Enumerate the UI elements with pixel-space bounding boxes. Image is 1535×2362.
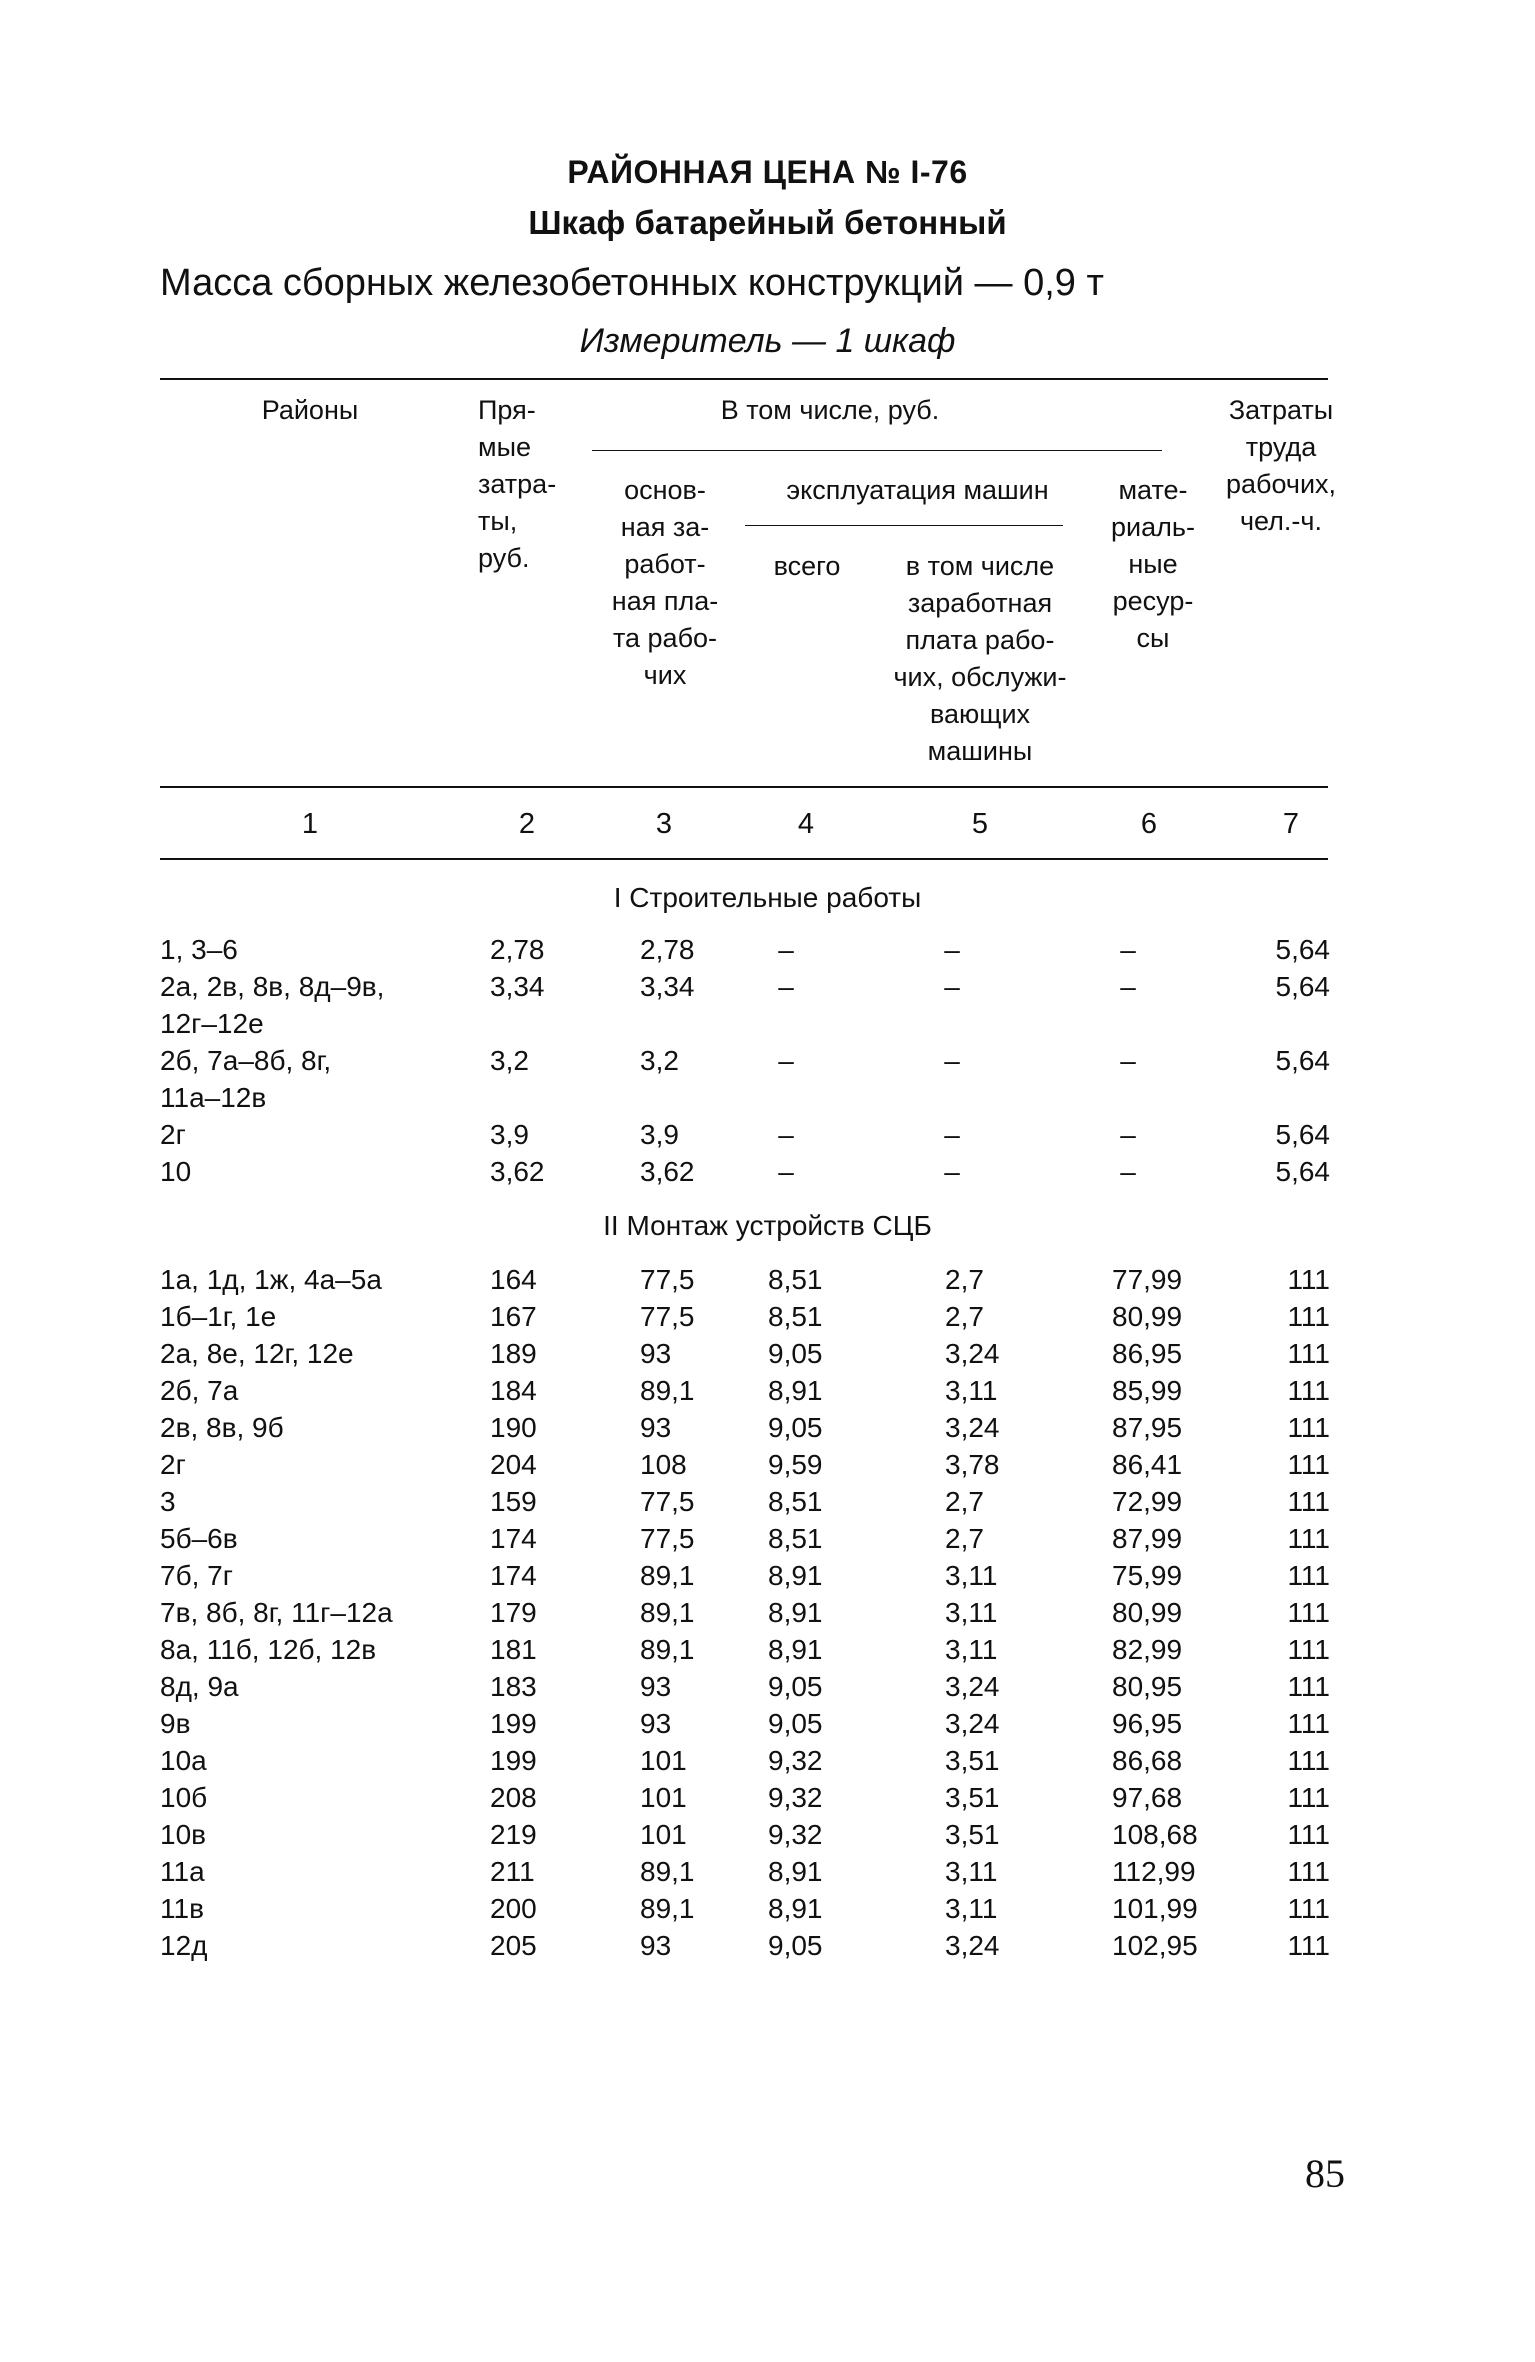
labor-cell: 111 xyxy=(1287,1486,1330,1517)
district-cell: 2б, 7а–8б, 8г, xyxy=(160,1045,332,1076)
machines-wages-cell: – xyxy=(944,971,960,1002)
wages-cell: 101 xyxy=(640,1782,687,1813)
machines-total-cell: 8,91 xyxy=(768,1634,823,1665)
table-row xyxy=(0,1782,1535,1819)
labor-cell: 111 xyxy=(1287,1560,1330,1591)
materials-cell: 112,99 xyxy=(1112,1856,1196,1887)
district-cell: 2г xyxy=(160,1119,186,1150)
header-line: основ- xyxy=(624,475,706,505)
header-line: заработная xyxy=(907,588,1053,618)
wages-cell: 89,1 xyxy=(640,1597,695,1628)
district-cell: 5б–6в xyxy=(160,1523,238,1554)
labor-cell: 111 xyxy=(1287,1782,1330,1813)
header-line: ная пла- xyxy=(611,586,719,616)
header-line: сы xyxy=(1136,623,1170,653)
district-cell: 12д xyxy=(160,1930,208,1961)
materials-cell: 80,99 xyxy=(1112,1301,1183,1332)
wages-cell: 3,34 xyxy=(640,971,695,1002)
materials-cell: 80,95 xyxy=(1112,1671,1183,1702)
direct-cost-cell: 159 xyxy=(490,1486,537,1517)
labor-cell: 111 xyxy=(1287,1671,1330,1702)
direct-cost-cell: 208 xyxy=(490,1782,537,1813)
direct-cost-cell: 174 xyxy=(490,1523,537,1554)
table-top-rule xyxy=(160,378,1328,380)
header-col6 xyxy=(1098,472,1208,657)
wages-cell: 93 xyxy=(640,1708,672,1739)
direct-cost-cell: 184 xyxy=(490,1375,537,1406)
machines-wages-cell: 3,78 xyxy=(945,1449,1000,1480)
machines-wages-cell: 3,11 xyxy=(945,1560,998,1591)
table-row xyxy=(0,1486,1535,1523)
machines-wages-cell: 2,7 xyxy=(945,1486,984,1517)
table-row xyxy=(0,1856,1535,1893)
unit-line: Измеритель — 1 шкаф xyxy=(579,322,956,360)
header-group-label: В том числе, руб. xyxy=(720,395,940,425)
labor-cell: 111 xyxy=(1287,1301,1330,1332)
header-line: ресур- xyxy=(1112,586,1194,616)
district-cell: 10б xyxy=(160,1782,208,1813)
district-cell: 8д, 9а xyxy=(160,1671,239,1702)
table-row xyxy=(0,1045,1535,1082)
machines-total-cell: 9,32 xyxy=(768,1745,823,1776)
header-line: ная за- xyxy=(620,512,710,542)
district-cell: 11а xyxy=(160,1856,205,1887)
labor-cell: 111 xyxy=(1287,1449,1330,1480)
machines-wages-cell: 3,11 xyxy=(945,1893,998,1924)
direct-cost-cell: 164 xyxy=(490,1264,537,1295)
wages-cell: 89,1 xyxy=(640,1893,695,1924)
direct-cost-cell: 183 xyxy=(490,1671,537,1702)
direct-cost-cell: 3,62 xyxy=(490,1156,545,1187)
header-line: чих xyxy=(643,660,687,690)
table-row xyxy=(0,1338,1535,1375)
table-row xyxy=(0,1671,1535,1708)
wages-cell: 77,5 xyxy=(640,1301,695,1332)
labor-cell: 111 xyxy=(1287,1634,1330,1665)
machines-total-cell: 8,91 xyxy=(768,1856,823,1887)
machines-wages-cell: 3,51 xyxy=(945,1782,1000,1813)
materials-cell: 80,99 xyxy=(1112,1597,1183,1628)
labor-cell: 111 xyxy=(1287,1856,1330,1887)
district-cell: 10в xyxy=(160,1819,207,1850)
wages-cell: 3,62 xyxy=(640,1156,695,1187)
table-row xyxy=(0,1264,1535,1301)
materials-cell: 101,99 xyxy=(1112,1893,1198,1924)
labor-cell: 5,64 xyxy=(1275,934,1330,965)
machines-wages-cell: – xyxy=(944,1119,960,1150)
district-cell: 9в xyxy=(160,1708,191,1739)
machines-total-cell: 9,32 xyxy=(768,1782,823,1813)
labor-cell: 111 xyxy=(1287,1264,1330,1295)
direct-cost-cell: 3,34 xyxy=(490,971,545,1002)
machines-wages-cell: 3,51 xyxy=(945,1745,1000,1776)
materials-cell: 82,99 xyxy=(1112,1634,1183,1665)
header-line: мате- xyxy=(1118,475,1188,505)
labor-cell: 111 xyxy=(1287,1819,1330,1850)
district-cell: 1а, 1д, 1ж, 4а–5а xyxy=(160,1264,382,1295)
materials-cell: 86,41 xyxy=(1112,1449,1183,1480)
materials-cell: 102,95 xyxy=(1112,1930,1198,1961)
header-line: ные xyxy=(1128,549,1178,579)
table-row xyxy=(0,1449,1535,1486)
direct-cost-cell: 199 xyxy=(490,1745,537,1776)
header-line: машины xyxy=(927,736,1033,766)
header-col7 xyxy=(1212,392,1350,540)
district-cell: 1, 3–6 xyxy=(160,934,238,965)
machines-total-cell: – xyxy=(778,1045,794,1076)
table-row xyxy=(0,1156,1535,1193)
machines-total-cell: – xyxy=(778,934,794,965)
labor-cell: 111 xyxy=(1287,1597,1330,1628)
machines-total-cell: 8,51 xyxy=(768,1301,823,1332)
district-cell: 10а xyxy=(160,1745,207,1776)
header-line: рабочих, xyxy=(1225,469,1337,499)
page-title: РАЙОННАЯ ЦЕНА № І-76 xyxy=(567,154,968,190)
machines-total-cell: 8,91 xyxy=(768,1560,823,1591)
machines-total-cell: 9,05 xyxy=(768,1708,823,1739)
machines-total-cell: 8,91 xyxy=(768,1375,823,1406)
header-line: риаль- xyxy=(1111,512,1195,542)
materials-cell: 85,99 xyxy=(1112,1375,1183,1406)
table-row xyxy=(0,1708,1535,1745)
wages-cell: 77,5 xyxy=(640,1264,695,1295)
wages-cell: 93 xyxy=(640,1930,672,1961)
direct-cost-cell: 167 xyxy=(490,1301,537,1332)
table-row xyxy=(0,1745,1535,1782)
section-title-construction: I Строительные работы xyxy=(613,882,922,913)
table-row xyxy=(0,1597,1535,1634)
table-row xyxy=(0,1082,1535,1119)
labor-cell: 111 xyxy=(1287,1375,1330,1406)
machines-total-cell: 9,59 xyxy=(768,1449,823,1480)
materials-cell: – xyxy=(1120,971,1136,1002)
labor-cell: 111 xyxy=(1287,1412,1330,1443)
page-number: 85 xyxy=(1305,2151,1345,2196)
direct-cost-cell: 200 xyxy=(490,1893,537,1924)
machines-wages-cell: 3,51 xyxy=(945,1819,1000,1850)
header-line: мые xyxy=(478,432,531,462)
machines-wages-cell: 2,7 xyxy=(945,1523,984,1554)
labor-cell: 5,64 xyxy=(1275,971,1330,1002)
colnum-1: 1 xyxy=(301,808,319,840)
direct-cost-cell: 3,9 xyxy=(490,1119,529,1150)
wages-cell: 77,5 xyxy=(640,1523,695,1554)
header-line: чел.-ч. xyxy=(1239,506,1322,536)
table-row xyxy=(0,1008,1535,1045)
wages-cell: 93 xyxy=(640,1338,672,1369)
labor-cell: 5,64 xyxy=(1275,1045,1330,1076)
direct-cost-cell: 179 xyxy=(490,1597,537,1628)
header-machines-label: эксплуатация машин xyxy=(786,475,1049,505)
machines-wages-cell: 3,24 xyxy=(945,1338,1000,1369)
machines-total-cell: 8,51 xyxy=(768,1523,823,1554)
direct-cost-cell: 181 xyxy=(490,1634,537,1665)
table-row xyxy=(0,1893,1535,1930)
table-row xyxy=(0,1930,1535,1967)
machines-total-cell: – xyxy=(778,1156,794,1187)
wages-cell: 89,1 xyxy=(640,1856,695,1887)
district-cell: 1б–1г, 1е xyxy=(160,1301,277,1332)
wages-cell: 89,1 xyxy=(640,1375,695,1406)
materials-cell: 86,95 xyxy=(1112,1338,1183,1369)
colnum-2: 2 xyxy=(518,808,536,840)
wages-cell: 77,5 xyxy=(640,1486,695,1517)
table-row xyxy=(0,971,1535,1008)
direct-cost-cell: 3,2 xyxy=(490,1045,529,1076)
materials-cell: 72,99 xyxy=(1112,1486,1183,1517)
machines-total-cell: 9,05 xyxy=(768,1338,823,1369)
direct-cost-cell: 190 xyxy=(490,1412,537,1443)
district-cell: 2в, 8в, 9б xyxy=(160,1412,284,1443)
header-line: работ- xyxy=(624,549,706,579)
header-col2 xyxy=(478,392,578,577)
materials-cell: – xyxy=(1120,934,1136,965)
wages-cell: 93 xyxy=(640,1412,672,1443)
page-subtitle: Шкаф батарейный бетонный xyxy=(528,204,1007,241)
wages-cell: 3,2 xyxy=(640,1045,679,1076)
district-cell: 7в, 8б, 8г, 11г–12а xyxy=(160,1597,393,1628)
header-line: Пря- xyxy=(478,395,536,425)
direct-cost-cell: 204 xyxy=(490,1449,537,1480)
district-cell: 3 xyxy=(160,1486,176,1517)
machines-wages-cell: 3,11 xyxy=(945,1634,998,1665)
table-row xyxy=(0,1119,1535,1156)
wages-cell: 108 xyxy=(640,1449,687,1480)
header-line: та рабо- xyxy=(612,623,718,653)
machines-wages-cell: 3,11 xyxy=(945,1597,998,1628)
labor-cell: 111 xyxy=(1287,1930,1330,1961)
header-col5 xyxy=(875,548,1085,770)
machines-total-cell: 8,91 xyxy=(768,1893,823,1924)
machines-total-cell: 9,05 xyxy=(768,1412,823,1443)
labor-cell: 111 xyxy=(1287,1745,1330,1776)
district-cell: 2а, 2в, 8в, 8д–9в, xyxy=(160,971,385,1002)
direct-cost-cell: 199 xyxy=(490,1708,537,1739)
materials-cell: 77,99 xyxy=(1112,1264,1183,1295)
district-cell: 11а–12в xyxy=(160,1082,267,1113)
materials-cell: – xyxy=(1120,1045,1136,1076)
machines-wages-cell: 3,24 xyxy=(945,1412,1000,1443)
machines-wages-cell: 2,7 xyxy=(945,1264,984,1295)
colnum-4: 4 xyxy=(797,808,815,840)
machines-wages-cell: 3,24 xyxy=(945,1708,1000,1739)
table-row xyxy=(0,1634,1535,1671)
header-line: чих, обслужи- xyxy=(893,662,1067,692)
table-row xyxy=(0,1301,1535,1338)
wages-cell: 93 xyxy=(640,1671,672,1702)
district-cell: 11в xyxy=(160,1893,204,1924)
materials-cell: – xyxy=(1120,1119,1136,1150)
machines-wages-cell: 3,11 xyxy=(945,1856,998,1887)
mass-line: Масса сборных железобетонных конструкций — 0,9 т xyxy=(160,262,1104,304)
district-cell: 8а, 11б, 12б, 12в xyxy=(160,1634,377,1665)
machines-wages-cell: 2,7 xyxy=(945,1301,984,1332)
district-cell: 2б, 7а xyxy=(160,1375,239,1406)
machines-total-cell: 9,05 xyxy=(768,1671,823,1702)
labor-cell: 111 xyxy=(1287,1708,1330,1739)
direct-cost-cell: 2,78 xyxy=(490,934,545,965)
materials-cell: 108,68 xyxy=(1112,1819,1198,1850)
wages-cell: 101 xyxy=(640,1745,687,1776)
district-cell: 7б, 7г xyxy=(160,1560,233,1591)
wages-cell: 2,78 xyxy=(640,934,695,965)
machines-total-cell: 9,32 xyxy=(768,1819,823,1850)
table-row xyxy=(0,1375,1535,1412)
labor-cell: 5,64 xyxy=(1275,1156,1330,1187)
header-col3 xyxy=(590,472,740,694)
district-cell: 12г–12е xyxy=(160,1008,264,1039)
header-group-rule xyxy=(592,450,1162,451)
colnum-3: 3 xyxy=(655,808,673,840)
direct-cost-cell: 205 xyxy=(490,1930,537,1961)
district-cell: 10 xyxy=(160,1156,192,1187)
machines-wages-cell: – xyxy=(944,1156,960,1187)
header-col1: Районы xyxy=(261,395,359,425)
labor-cell: 111 xyxy=(1287,1523,1330,1554)
materials-cell: 86,68 xyxy=(1112,1745,1183,1776)
machines-total-cell: – xyxy=(778,971,794,1002)
header-line: плата рабо- xyxy=(905,625,1055,655)
header-machines-rule xyxy=(745,525,1063,526)
header-bottom-rule xyxy=(160,786,1328,788)
machines-total-cell: 9,05 xyxy=(768,1930,823,1961)
direct-cost-cell: 189 xyxy=(490,1338,537,1369)
table-row xyxy=(0,1412,1535,1449)
wages-cell: 3,9 xyxy=(640,1119,679,1150)
machines-total-cell: 8,51 xyxy=(768,1486,823,1517)
materials-cell: – xyxy=(1120,1156,1136,1187)
machines-wages-cell: 3,11 xyxy=(945,1375,998,1406)
materials-cell: 96,95 xyxy=(1112,1708,1183,1739)
labor-cell: 5,64 xyxy=(1275,1119,1330,1150)
colnum-7: 7 xyxy=(1282,808,1300,840)
labor-cell: 111 xyxy=(1287,1893,1330,1924)
direct-cost-cell: 211 xyxy=(490,1856,535,1887)
section-title-installation: II Монтаж устройств СЦБ xyxy=(603,1210,932,1241)
district-cell: 2г xyxy=(160,1449,186,1480)
direct-cost-cell: 219 xyxy=(490,1819,537,1850)
labor-cell: 111 xyxy=(1287,1338,1330,1369)
machines-wages-cell: – xyxy=(944,1045,960,1076)
direct-cost-cell: 174 xyxy=(490,1560,537,1591)
header-line: руб. xyxy=(478,543,530,573)
machines-total-cell: – xyxy=(778,1119,794,1150)
wages-cell: 101 xyxy=(640,1819,687,1850)
header-line: труда xyxy=(1245,432,1317,462)
wages-cell: 89,1 xyxy=(640,1560,695,1591)
header-line: в том числе xyxy=(905,551,1055,581)
header-line: затра- xyxy=(478,469,557,499)
materials-cell: 87,99 xyxy=(1112,1523,1183,1554)
colnum-bottom-rule xyxy=(160,858,1328,860)
machines-wages-cell: 3,24 xyxy=(945,1671,1000,1702)
table-row xyxy=(0,1560,1535,1597)
machines-wages-cell: 3,24 xyxy=(945,1930,1000,1961)
header-line: вающих xyxy=(929,699,1031,729)
materials-cell: 97,68 xyxy=(1112,1782,1183,1813)
colnum-6: 6 xyxy=(1140,808,1158,840)
table-row xyxy=(0,934,1535,971)
district-cell: 2а, 8е, 12г, 12е xyxy=(160,1338,354,1369)
table-row xyxy=(0,1819,1535,1856)
machines-total-cell: 8,51 xyxy=(768,1264,823,1295)
wages-cell: 89,1 xyxy=(640,1634,695,1665)
header-line: ты, xyxy=(478,506,518,536)
colnum-5: 5 xyxy=(971,808,989,840)
header-line: Затраты xyxy=(1228,395,1334,425)
table-row xyxy=(0,1523,1535,1560)
materials-cell: 87,95 xyxy=(1112,1412,1183,1443)
materials-cell: 75,99 xyxy=(1112,1560,1183,1591)
machines-wages-cell: – xyxy=(944,934,960,965)
header-col4: всего xyxy=(773,551,841,581)
machines-total-cell: 8,91 xyxy=(768,1597,823,1628)
